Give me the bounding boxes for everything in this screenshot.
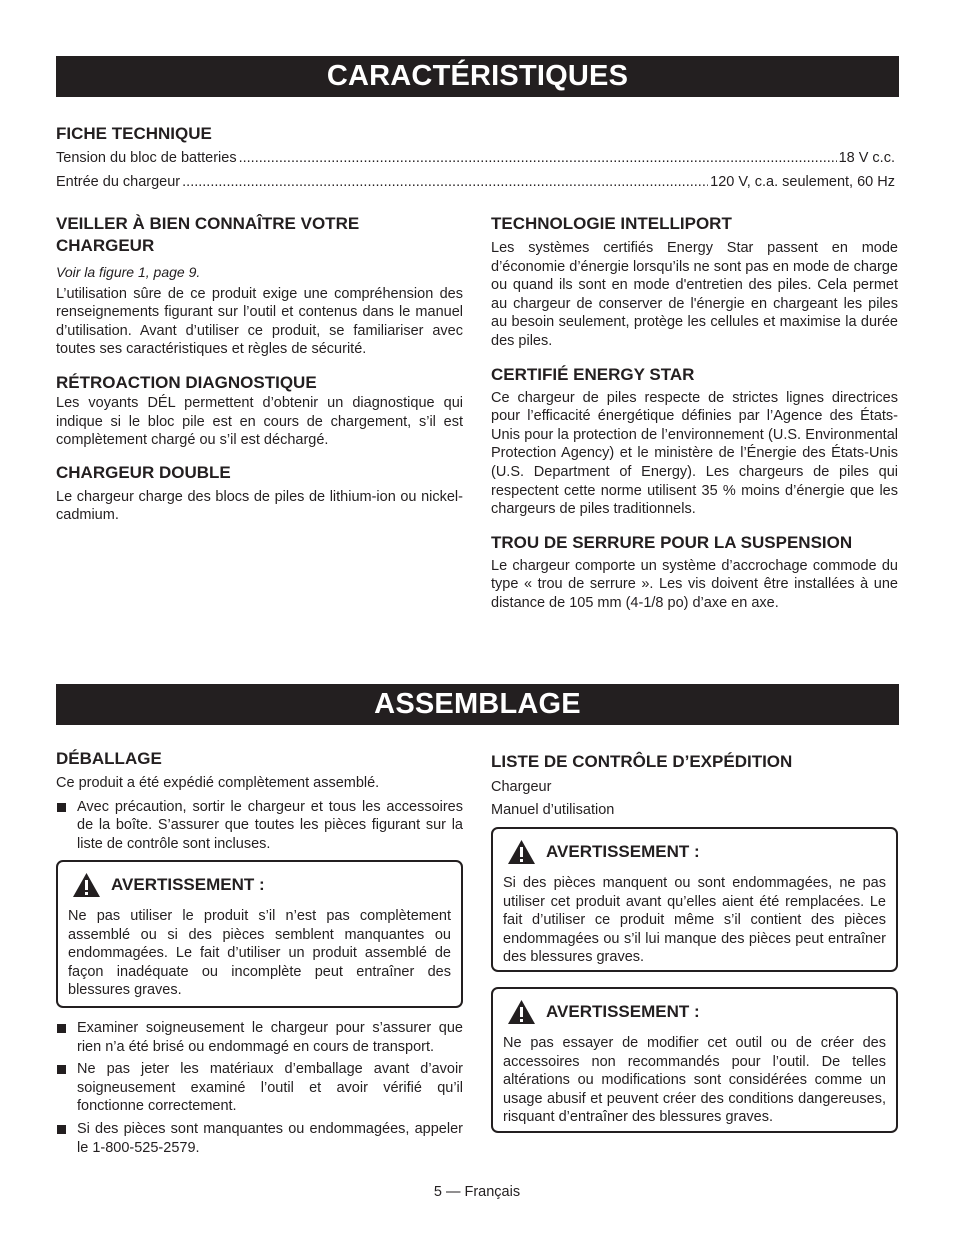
fiche-technique-heading: FICHE TECHNIQUE (56, 124, 212, 143)
warning-label: AVERTISSEMENT : (546, 842, 700, 861)
warning-text: Ne pas utiliser le produit s’il n’est pas complètement assemblé ou si des pièces semblent manquantes ou endommagées. Le fait d’utiliser un produit assemblé de façon inadéquate ou incomplète peut entraîner des blessures graves. (68, 908, 451, 999)
trou-serrure-text: Le chargeur comporte un système d’accrochage commode du type « trou de serrure ». Les vis doivent être installées à une distance de 105 mm (4-1/8 po) d’axe en axe. (491, 557, 898, 611)
veiller-heading: VEILLER À BIEN CONNAÎTRE VOTRE CHARGEUR (56, 214, 360, 255)
warning-text: Si des pièces manquent ou sont endommagées, ne pas utiliser cet produit avant qu’elles aient été remplacées. Le fait d’utiliser ce produit même s’il contient des pièces endommagées ou s’il lui manque des pièces peut entraîner des blessures graves. (503, 875, 886, 966)
retroaction-text: Les voyants DÉL permettent d’obtenir un diagnostique qui indique si le bloc pile est en cours de chargement, s’il est complètement chargé ou s’il est déchargé. (56, 394, 463, 449)
warning-triangle-icon (507, 839, 536, 865)
list-item: Si des pièces sont manquantes ou endommagées, appeler le 1-800-525-2579. (56, 1120, 463, 1157)
warning-header (507, 999, 886, 1025)
deballage-bullets-after (56, 1019, 463, 1161)
deballage-section (56, 748, 463, 857)
list-item: Examiner soigneusement le chargeur pour s’assurer que rien n’a été brisé ou endommagé en cours de transport. (56, 1019, 463, 1056)
spec-row-entree (56, 173, 899, 191)
intelliport-heading: TECHNOLOGIE INTELLIPORT (491, 214, 732, 233)
warning-box-modifier (491, 987, 898, 1133)
list-item: Avec précaution, sortir le chargeur et tous les accessoires de la boîte. S’assurer que toutes les pièces figurant sur la liste de contrôle sont incluses. (56, 798, 463, 854)
caracteristiques-banner: CARACTÉRISTIQUES (56, 56, 899, 97)
liste-section (491, 751, 898, 819)
chargeur-double-text: Le chargeur charge des blocs de piles de lithium-ion ou nickel-cadmium. (56, 488, 463, 524)
bullet-list (56, 1019, 463, 1157)
bullet-square-icon (57, 803, 66, 812)
warning-triangle-icon (507, 999, 536, 1025)
bullet-square-icon (57, 1125, 66, 1134)
spec-label: Entrée du chargeur (56, 174, 181, 190)
trou-serrure-heading: TROU DE SERRURE POUR LA SUSPENSION (491, 532, 853, 552)
spec-value: 18 V c.c. (838, 150, 895, 166)
warning-label: AVERTISSEMENT : (111, 875, 265, 894)
page-footer: 5 — Français (433, 1184, 521, 1200)
intelliport-text: Les systèmes certifiés Energy Star passent en mode d’économie d’énergie lorsqu’ils ne sont pas en mode de charge ou quand ils sont en mode d'entretien des piles. Cela permet au chargeur de conserver de l'énergie en chargeant les piles au besoin seulement, protège les cellules et maximise la durée des piles. (491, 240, 898, 349)
warning-header (507, 839, 886, 865)
liste-heading: LISTE DE CONTRÔLE D’EXPÉDITION (491, 752, 793, 771)
warning-label: AVERTISSEMENT : (546, 1002, 700, 1021)
deballage-bullets (56, 798, 463, 854)
warning-text: Ne pas essayer de modifier cet outil ou de créer des accessoires non recommandés pour l’outil. De telles altérations ou modifications sont considérées comme un usage abusif et peuvent créer des conditions dangereuses, risquant d’entraîner des blessures graves. (503, 1035, 886, 1126)
spec-value: 120 V, c.a. seulement, 60 Hz (710, 174, 895, 190)
retroaction-heading: RÉTROACTION DIAGNOSTIQUE (56, 372, 317, 392)
spec-label: Tension du bloc de batteries (56, 150, 237, 166)
chargeur-double-heading: CHARGEUR DOUBLE (56, 462, 231, 482)
energy-star-heading: CERTIFIÉ ENERGY STAR (491, 364, 695, 384)
liste-item-manuel: Manuel d’utilisation (491, 801, 615, 818)
warning-header (72, 872, 451, 898)
bullet-square-icon (57, 1024, 66, 1033)
liste-item-chargeur: Chargeur (491, 779, 552, 795)
left-column (56, 213, 463, 525)
veiller-text: L’utilisation sûre de ce produit exige une compréhension des renseignements figurant sur l’outil et contenus dans le manuel d’utilisation. Avant d’utiliser ce produit, se familiariser avec toutes ses caractéristiques et règles de sécurité. (56, 285, 463, 358)
assemblage-banner: ASSEMBLAGE (56, 684, 899, 725)
warning-box-pieces (491, 827, 898, 972)
warning-box-deballage (56, 860, 463, 1008)
energy-star-text: Ce chargeur de piles respecte de strictes lignes directrices pour l’efficacité énergétique définies par l’Agence des États-Unis pour la protection de l’environnement (U.S. Environmental Protection Agency) et le ministère de l’Énergie des États-Unis (U.S. Department of Energy). Les chargeurs de piles qui respectent cette norme utilisent 35 % moins d’énergie que les chargeurs de piles traditionnels. (491, 389, 898, 518)
list-item: Ne pas jeter les matériaux d’emballage avant d’avoir soigneusement examiné l’outil et avoir vérifié qu’il fonctionne correctement. (56, 1060, 463, 1116)
spec-row-tension (56, 149, 899, 167)
bullet-square-icon (57, 1065, 66, 1074)
right-column (491, 213, 898, 613)
deballage-heading: DÉBALLAGE (56, 749, 162, 768)
warning-triangle-icon (72, 872, 101, 898)
figure-reference: Voir la figure 1, page 9. (56, 264, 201, 280)
deballage-intro: Ce produit a été expédié complètement assemblé. (56, 775, 380, 791)
